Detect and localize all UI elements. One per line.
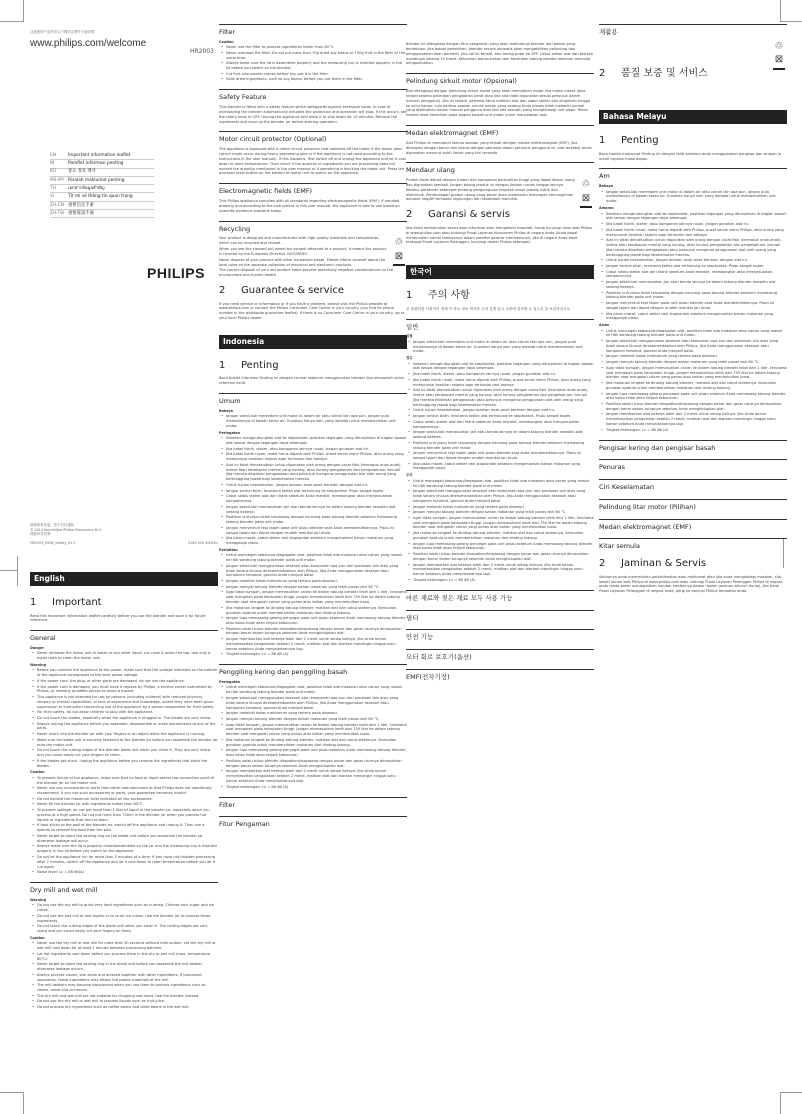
list-item: • Never use any accessories or parts from other manufacturers or that Philips does not specifically recommend. If you use such accessories or parts, your guarantee becomes invalid. — [32, 786, 218, 796]
section-heading: 1 Important — [30, 597, 102, 608]
bullet-list — [32, 903, 218, 934]
column-english-continued: Filter Caution • Never use the filter to process ingredients hotter than 80°C. • Never overload the filter. Do not put more than 70g dried soy beans or 150g fruit in the filter at the same time. • Always make sure the lid is assembled properly and the measuring cup is inserted properly in the lid before you switch on the blender. • Cut fruit into smaller pieces before you put it in the filter. • Soak dried ingredients, such as soy beans, before you put them in the filter. Safety Feature This blender is fitted with a safety feature which safeguards against excessive loads. In case of overloading the blender automatically actuates the protection and operation will stop. If this occurs, set the rotary knob to OFF. Unplug the appliance and allow it to cool down for 15 minutes. Remove the ingredients and clear up the blender jar before starting operation. Motor circuit protector (Optional) The appliance is equipped with a motor circuit protector that switches off the motor if the motor jams (which might occur during heavy processing jobs or if the appliance is not used according to the instructions in the user manual). If this happens, first switch off and unplug the appliance and let it cool down to room temperature. Then check if the quantity of ingredients you are processing does not exceed the quantity mentioned in the user manual or if something is blocking the blade unit. Press the overload reset button on the bottom of motor unit to switch on the appliance. Electromagnetic fields (EMF) This Philips appliance complies with all standards regarding electromagnetic fields (EMF). If handled properly and according to the instructions in this user manual, the appliance is safe to use based on scientific evidence available today. Recycling ♲ ⊠ Your product is designed and manufactured with high quality materials and components, which can be recycled and reused. When you see the crossed-out wheel bin symbol attached to a product, it means the product is covered by the European Directive 2002/96/EC. Never dispose of your product with other household waste. Please inform yourself about the local rules on the separate collection of electrical and electronic products. The correct disposal of your old product helps prevent potentially negative consequences on the environment and human health. 2 Guarantee & service If you need service or information or if you have a problem, please visit the Philips website at www.philips.com or contact the Philips Consumer Care Centre in your country (you find its phone number in the worldwide guarantee leaflet). If there is no Consumer Care Centre in your country, go to your local Philips dealer. Indonesia 1 Penting Baca buklet Informasi Penting ini dengan cermat sebelum menggunakan blender dan simpanlah untuk referensi nanti. Umum Bahaya • Jangan sekali-kali merendam unit motor di dalam air atau cairan lain apa pun, jangan pula membilasnya di bawah keran air. Gunakan hanya kain yang lembab untuk membersihkan unit motor. Peringatan • Sebelum menghubungkan alat ke stopkontak, pastikan tegangan yang ditunjukkan di bagian bawah alat sesuai dengan tegangan daya setempat. • Jika kabel listrik, steker, atau komponen lainnya rusak, jangan gunakan alat ini. • Jika kabel listrik rusak, maka harus diganti oleh Philips, pusat servis resmi Philips, atau orang yang mempunyai keahlian sejenis agar terhindar dari bahaya. • Alat ini tidak dimaksudkan untuk digunakan oleh orang dengan cacat fisik (termasuk anak-anak), indera atau kecakapan mental yang kurang, atau kurang pengalaman dan pengetahuan, kecuali jika mereka diberikan pengawasan atau petunjuk mengenai penggunaan alat oleh orang yang bertanggung jawab bagi keselamatan mereka. • Untuk tujuan keselamatan, jangan biarkan anak-anak bermain dengan alat ini. • Jangan sentuh bilah, terutama ketika alat terhubung ke stopkontak. Pisau sangat tajam. • Cabut selalu steker alat dari listrik sebelum Anda merakit, membongkar atau menyesuaikan komponennya. • Jangan sekali-kali memasukkan jari atau benda lainnya ke dalam tabung blender sewaktu alat sedang bekerja. • Pastikan unit pisau telah terpasang dengan kencang pada tabung blender sebelum memasang tabung blender pada unit motor. • Jangan menyentuh tepi tajam pada unit pisau blender saat Anda membersihkannya. Pisau ini sangat tajam dan dapat dengan mudah melukai jari Anda. • Jika pisau macet, cabut steker dari stopkontak sebelum mengeluarkan bahan makanan yang mengganjal pisau. Perhatian • Untuk mencegah kebocoran/kegagalan alat, pastikan tidak ada makanan atau cairan yang masuk ke titik sambung tabung blender pada unit motor. • Jangan sekali-kali menggunakan aksesori atau komponen apa pun dari produsen lain atau yang tidak secara khusus direkomendasikan oleh Philips. Jika Anda menggunakan aksesori atau komponen tersebut, garansi Anda menjadi batal. • Jangan melebihi batas maksimum yang tertera pada aksesori. • Jangan mengisi tabung blender dengan bahan makanan yang lebih panas dari 80 °C. • Agar tidak tumpah, jangan memasukkan cairan ke dalam tabung blender lebih dari 1 liter, terutama saat mengolah pada kecepatan tinggi. Jangan memasukkan lebih dari 750 liter ke dalam tabung blender saat mengolah cairan yang panas atau bahan yang menimbulkan busa. • Jika makanan lengket ke dinding tabung blender, matikan alat dan cabut stekernya. Kemudian gunakan spatula untuk membersihkan makanan dari dinding tabung. • Jangan lupa memasang gelang penyegel pada unit pisau sebelum Anda memasang tabung blender, atau kalau tidak akan terjadi kebocoran. • Pastikan selalu tutup blender dirapatkan/terpasang dengan benar dan gelas ukurnya dimasukkan dengan benar dalam tutupnya sebelum Anda menghidupkan alat. • Jangan membiarkan alat bekerja lebih dari 2 menit untuk setiap kalinya. Jika Anda belum menyelesaikan pengolahan setelah 2 menit, matikan alat dan biarkan mendingin hingga suhu kamar sebelum Anda menjalankannya lagi. • Tingkat kebisingan: Lc = 86 dB (A) Penggiling kering dan penggiling basah Peringatan • Untuk mencegah kebocoran/kegagalan alat, pastikan tidak ada makanan atau cairan yang masuk ke titik sambung tabung blender pada unit motor. • Jangan sekali-kali menggunakan aksesori atau komponen apa pun dari produsen lain atau yang tidak secara khusus direkomendasikan oleh Philips. Jika Anda menggunakan aksesori atau komponen tersebut, garansi Anda menjadi batal. • Jangan melebihi batas maksimum yang tertera pada aksesori. • Jangan mengisi tabung blender dengan bahan makanan yang lebih panas dari 80 °C. • Agar tidak tumpah, jangan memasukkan cairan ke dalam tabung blender lebih dari 1 liter, terutama saat mengolah pada kecepatan tinggi. Jangan memasukkan lebih dari 750 liter ke dalam tabung blender saat mengolah cairan yang panas atau bahan yang menimbulkan busa. • Jika makanan lengket ke dinding tabung blender, matikan alat dan cabut stekernya. Kemudian gunakan spatula untuk membersihkan makanan dari dinding tabung. • Jangan lupa memasang gelang penyegel pada unit pisau sebelum Anda memasang tabung blender, atau kalau tidak akan terjadi kebocoran. • Pastikan selalu tutup blender dirapatkan/terpasang dengan benar dan gelas ukurnya dimasukkan dengan benar dalam tutupnya sebelum Anda menghidupkan alat. • Jangan membiarkan alat bekerja lebih dari 2 menit untuk setiap kalinya. Jika Anda belum menyelesaikan pengolahan setelah 2 menit, matikan alat dan biarkan mendingin hingga suhu kamar sebelum Anda menjalankannya lagi. • Tingkat kebisingan: Lc = 86 dB (A) Filter Fitur Pengaman — [219, 0, 407, 832]
list-item: • Tingkat kebisingan: Lc = 86 dB (A) — [408, 578, 594, 583]
crop-mark — [8, 0, 24, 16]
list-item: • Do not let the appliance run for more than 2 minutes at a time. If you have not finished processing after 2 minutes, switch off the appliance and let it cool down to room temperature before you let it run again. — [32, 855, 218, 870]
section-heading: 1 주의 사항 — [406, 290, 470, 302]
crop-mark — [0, 570, 18, 571]
list-item: • Cabut selalu steker alat dari listrik sebelum Anda merakit, membongkar atau menyesuaikan komponennya. — [408, 420, 594, 430]
lang-row: TH เอกสารข้อมูลสำคัญ — [50, 185, 154, 193]
column-korean-malay: 재활용 ♲ ⊠ 2 품질 보증 및 서비스 Bahasa Melayu 1 Penting Baca risalah maklumat Penting ini dengan teliti sebelum anda menggunakan pengisar dan simpan ia untuk rujukan masa depan. Am Bahaya • Jangan sekali-kali merendam unit motor di dalam air atau cairan lain apa pun, jangan pula membilasnya di bawah keran air. Gunakan hanya kain yang lembab untuk membersihkan unit motor. Amaran • Sebelum menghubungkan alat ke stopkontak, pastikan tegangan yang ditunjukkan di bagian bawah alat sesuai dengan tegangan daya setempat. • Jika kabel listrik, steker, atau komponen lainnya rusak, jangan gunakan alat ini. • Jika kabel listrik rusak, maka harus diganti oleh Philips, pusat servis resmi Philips, atau orang yang mempunyai keahlian sejenis agar terhindar dari bahaya. • Alat ini tidak dimaksudkan untuk digunakan oleh orang dengan cacat fisik (termasuk anak-anak), indera atau kecakapan mental yang kurang, atau kurang pengalaman dan pengetahuan, kecuali jika mereka diberikan pengawasan atau petunjuk mengenai penggunaan alat oleh orang yang bertanggung jawab bagi keselamatan mereka. • Untuk tujuan keselamatan, jangan biarkan anak-anak bermain dengan alat ini. • Jangan sentuh bilah, terutama ketika alat terhubung ke stopkontak. Pisau sangat tajam. • Cabut selalu steker alat dari listrik sebelum Anda merakit, membongkar atau menyesuaikan komponennya. • Jangan sekali-kali memasukkan jari atau benda lainnya ke dalam tabung blender sewaktu alat sedang bekerja. • Pastikan unit pisau telah terpasang dengan kencang pada tabung blender sebelum memasang tabung blender pada unit motor. • Jangan menyentuh tepi tajam pada unit pisau blender saat Anda membersihkannya. Pisau ini sangat tajam dan dapat dengan mudah melukai jari Anda. • Jika pisau macet, cabut steker dari stopkontak sebelum mengeluarkan bahan makanan yang mengganjal pisau. Awas • Untuk mencegah kebocoran/kegagalan alat, pastikan tidak ada makanan atau cairan yang masuk ke titik sambung tabung blender pada unit motor. • Jangan sekali-kali menggunakan aksesori atau komponen apa pun dari produsen lain atau yang tidak secara khusus direkomendasikan oleh Philips. Jika Anda menggunakan aksesori atau komponen tersebut, garansi Anda menjadi batal. • Jangan melebihi batas maksimum yang tertera pada aksesori. • Jangan mengisi tabung blender dengan bahan makanan yang lebih panas dari 80 °C. • Agar tidak tumpah, jangan memasukkan cairan ke dalam tabung blender lebih dari 1 liter, terutama saat mengolah pada kecepatan tinggi. Jangan memasukkan lebih dari 750 liter ke dalam tabung blender saat mengolah cairan yang panas atau bahan yang menimbulkan busa. • Jika makanan lengket ke dinding tabung blender, matikan alat dan cabut stekernya. Kemudian gunakan spatula untuk membersihkan makanan dari dinding tabung. • Jangan lupa memasang gelang penyegel pada unit pisau sebelum Anda memasang tabung blender, atau kalau tidak akan terjadi kebocoran. • Pastikan selalu tutup blender dirapatkan/terpasang dengan benar dan gelas ukurnya dimasukkan dengan benar dalam tutupnya sebelum Anda menghidupkan alat. • Jangan membiarkan alat bekerja lebih dari 2 menit untuk setiap kalinya. Jika Anda belum menyelesaikan pengolahan setelah 2 menit, matikan alat dan biarkan mendingin hingga suhu kamar sebelum Anda menjalankannya lagi. • Tingkat kebisingan: Lc = 86 dB (A) Pengisar kering dan pengisar basah Penuras Ciri Keselamatan Pelindung litar motor (Pilihan) Medan elektromagnet (EMF) Kitar semula 2 Jaminan & Servis Sekiranya anda memerlukan perkhidmatan atau maklumat atau jika anda menghadapi masalah, sila lawati laman web Philips di www.philips.com atau hubungi Pusat Layanan Pelanggan Philips di negara anda (anda boleh mendapatkan nombor telefonnya dalam risalah jaminan seluruh dunia). Jika tiada Pusat Layanan Pelanggan di negara anda, pergi ke penjual Philips tempatan anda. — [599, 0, 787, 595]
lang-row: ZH-CN 重要信息手册 — [50, 202, 154, 210]
list-item: • Tingkat kebisingan: Lc = 86 dB (A) — [601, 428, 787, 433]
lang-row: IN Pamflet informasi penting — [50, 160, 154, 168]
list-item: • To prevent spillage, do not put more than 1 liter of liquid in the blender jar, especially when you process at a high speed. Do not put more than 750ml in the blender jar when you process hot liquids or ingredients that tend to foam. — [32, 808, 218, 823]
list-item: • Do not use the dry mill to grind very hard ingredients such as nutmeg, Chinese rock sugar and ice cubes. — [32, 903, 218, 913]
bullet-list — [32, 651, 218, 661]
language-bar: Indonesia — [219, 335, 407, 349]
list-item: • Alat ini tidak dimaksudkan untuk digunakan oleh orang dengan cacat fisik (termasuk anak-anak), indera atau kecakapan mental yang kurang, atau kurang pengalaman dan pengetahuan, kecuali jika mereka diberikan pengawasan atau petunjuk mengenai penggunaan alat oleh orang yang bertanggung jawab bagi keselamatan mereka. — [601, 238, 787, 257]
subsection-heading: Pengisar kering dan pengisar basah — [599, 440, 787, 453]
model-number: HR2003 — [190, 48, 214, 55]
list-item: • Jika makanan lengket ke dinding tabung blender, matikan alat dan cabut stekernya. Kemudian gunakan spatula untuk membersihkan makanan dari dinding tabung. — [221, 606, 407, 616]
list-item: • Jangan sekali-kali menggunakan aksesori atau komponen apa pun dari produsen lain atau yang tidak secara khusus direkomendasikan oleh Philips. Jika Anda menggunakan aksesori atau komponen tersebut, garansi Anda menjadi batal. — [408, 489, 594, 504]
list-item: • Jangan melebihi batas maksimum yang tertera pada aksesori. — [221, 711, 407, 716]
bullet-list — [32, 776, 218, 875]
subsection-heading: 재활용 — [599, 24, 787, 37]
list-item: • Jika makanan lengket ke dinding tabung blender, matikan alat dan cabut stekernya. Kemudian gunakan spatula untuk membersihkan makanan dari dinding tabung. — [601, 381, 787, 391]
section-heading: 1 Penting — [219, 359, 279, 371]
list-item: • Pastikan selalu tutup blender dirapatkan/terpasang dengan benar dan gelas ukurnya dimasukkan dengan benar dalam tutupnya sebelum Anda menghidupkan alat. — [601, 402, 787, 412]
list-item: • Jangan mengisi tabung blender dengan bahan makanan yang lebih panas dari 80 °C. — [221, 717, 407, 722]
bullet-list — [221, 436, 407, 546]
part-number: 3140 035 ###41 — [187, 540, 218, 545]
list-item: • Jangan membiarkan alat bekerja lebih dari 2 menit untuk setiap kalinya. Jika Anda belum menyelesaikan pengolahan setelah 2 menit, matikan alat dan biarkan mendingin hingga suhu kamar sebelum Anda menjalankannya lagi. — [221, 637, 407, 652]
crop-mark — [780, 1092, 802, 1114]
subsection-heading: Kitar semula — [599, 538, 787, 551]
recycle-icon: ♲ ⊠ — [391, 236, 407, 267]
subsection-heading: EMF(전자기장) — [406, 669, 594, 682]
subsection-heading: Recycling — [219, 221, 407, 234]
subsection-heading: 마른 재료와 젖은 재료 모두 사용 가능 — [406, 590, 594, 603]
language-bar: Bahasa Melayu — [599, 110, 787, 124]
bullet-list — [221, 553, 407, 657]
bullet-list — [601, 212, 787, 322]
bullet-list — [221, 685, 407, 789]
subsection-heading: Mendaur ulang — [406, 162, 594, 175]
list-item: • Jangan lupa memasang gelang penyegel pada unit pisau sebelum Anda memasang tabung blender, atau kalau tidak akan terjadi kebocoran. — [601, 392, 787, 402]
column-indonesia-korean: Blender ini dilengkapi dengan fitur pengaman yang akan melindungi blender dari beban yang berlebihan. Jika beban berlebihan, blender secara otomatis akan mengaktifkan pelindung dan pengoperasian akan berhenti. Jika hal ini terjadi, atur kenop putar ke OFF. Cabut steker alat dan biarkan mendingin selama 15 menit. Keluarkan bahan-bahan dan bersihkan tabung blender sebelum memulai pengoperasian. Pelindung sirkuit motor (Opsional) Alat dilengkapi dengan pelindung sirkuit motor yang akan mematikan motor jika motor macet (bisa terjadi selama pekerjaan pengolahan berat atau jika alat tidak digunakan sesuai petunjuk dalam manual pengguna). Jika ini terjadi, pertama-tama matikan alat dan cabut steker dan dinginkan hingga ke suhu kamar. Lalu periksa apakah jumlah bahan yang sedang Anda proses tidak melebihi jumlah yang disebutkan dalam manual pengguna atau jika ada sesuatu yang menghalangi unit pisau. Tekan tombol reset kelebihan pada bagian bawah unit motor untuk menyalakan alat. Medan elektromagnet (EMF) Alat Philips ini mematuhi semua standar yang terkait dengan medan elektromagnet (EMF). Jika ditangani dengan benar dan sesuai dengan petunjuk dalam petunjuk pengguna ini, alat tersebut aman digunakan menurut bukti ilmiah yang kini tersedia. Mendaur ulang ♲ ⊠ Produk Anda dibuat dengan materi dan komponen berkualitas tinggi yang dapat didaur ulang dan digunakan kembali. Jangan buang produk ini dengan limbah rumah tangga lainnya. Ketahui peraturan setempat tentang pengumpulan terpisah untuk produk listrik dan elektronik. Pembuangan produk usang yang benar akan membantu mencegah kemungkinan dampak negatif terhadap lingkungan dan kesehatan manusia. 2 Garansi & servis Jika Anda memerlukan servis atau informasi atau mengalami masalah, harap kunjungi situs web Philips di www.philips.com atau hubungi Pusat Layanan Konsumen Philips di negara Anda (Anda dapat menemukan nomor teleponnya dalam pamflet garansi internasional). Jika di negara Anda tidak terdapat Pusat Layanan Pelanggan, kunjungi dealer Philips setempat. 한국어 1 주의 사항 본 블렌더를 사용하기 전에 이 중요 정보 책자를 주의 깊게 읽고 나중에 참조할 수 있도록 잘 보관하십시오. 일반 위험 • Jangan sekali-kali merendam unit motor di dalam air atau cairan lain apa pun, jangan pula membilasnya di bawah keran air. Gunakan hanya kain yang lembab untuk membersihkan unit motor. 경고 • Sebelum menghubungkan alat ke stopkontak, pastikan tegangan yang ditunjukkan di bagian bawah alat sesuai dengan tegangan daya setempat. • Jika kabel listrik, steker, atau komponen lainnya rusak, jangan gunakan alat ini. • Jika kabel listrik rusak, maka harus diganti oleh Philips, pusat servis resmi Philips, atau orang yang mempunyai keahlian sejenis agar terhindar dari bahaya. • Alat ini tidak dimaksudkan untuk digunakan oleh orang dengan cacat fisik (termasuk anak-anak), indera atau kecakapan mental yang kurang, atau kurang pengalaman dan pengetahuan, kecuali jika mereka diberikan pengawasan atau petunjuk mengenai penggunaan alat oleh orang yang bertanggung jawab bagi keselamatan mereka. • Untuk tujuan keselamatan, jangan biarkan anak-anak bermain dengan alat ini. • Jangan sentuh bilah, terutama ketika alat terhubung ke stopkontak. Pisau sangat tajam. • Cabut selalu steker alat dari listrik sebelum Anda merakit, membongkar atau menyesuaikan komponennya. • Jangan sekali-kali memasukkan jari atau benda lainnya ke dalam tabung blender sewaktu alat sedang bekerja. • Pastikan unit pisau telah terpasang dengan kencang pada tabung blender sebelum memasang tabung blender pada unit motor. • Jangan menyentuh tepi tajam pada unit pisau blender saat Anda membersihkannya. Pisau ini sangat tajam dan dapat dengan mudah melukai jari Anda. • Jika pisau macet, cabut steker dari stopkontak sebelum mengeluarkan bahan makanan yang mengganjal pisau. 주의 • Untuk mencegah kebocoran/kegagalan alat, pastikan tidak ada makanan atau cairan yang masuk ke titik sambung tabung blender pada unit motor. • Jangan sekali-kali menggunakan aksesori atau komponen apa pun dari produsen lain atau yang tidak secara khusus direkomendasikan oleh Philips. Jika Anda menggunakan aksesori atau komponen tersebut, garansi Anda menjadi batal. • Jangan melebihi batas maksimum yang tertera pada aksesori. • Jangan mengisi tabung blender dengan bahan makanan yang lebih panas dari 80 °C. • Agar tidak tumpah, jangan memasukkan cairan ke dalam tabung blender lebih dari 1 liter, terutama saat mengolah pada kecepatan tinggi. Jangan memasukkan lebih dari 750 liter ke dalam tabung blender saat mengolah cairan yang panas atau bahan yang menimbulkan busa. • Jika makanan lengket ke dinding tabung blender, matikan alat dan cabut stekernya. Kemudian gunakan spatula untuk membersihkan makanan dari dinding tabung. • Jangan lupa memasang gelang penyegel pada unit pisau sebelum Anda memasang tabung blender, atau kalau tidak akan terjadi kebocoran. • Pastikan selalu tutup blender dirapatkan/terpasang dengan benar dan gelas ukurnya dimasukkan dengan benar dalam tutupnya sebelum Anda menghidupkan alat. • Jangan membiarkan alat bekerja lebih dari 2 menit untuk setiap kalinya. Jika Anda belum menyelesaikan pengolahan setelah 2 menit, matikan alat dan biarkan mendingin hingga suhu kamar sebelum Anda menjalankannya lagi. • Tingkat kebisingan: Lc = 86 dB (A) 마른 재료와 젖은 재료 모두 사용 가능 필터 안전 기능 모터 회로 보호기(옵션) EMF(전자기장) — [406, 0, 594, 685]
list-item: • Untuk tujuan keselamatan, jangan biarkan anak-anak bermain dengan alat ini. — [221, 483, 407, 488]
list-item: • Sebelum menghubungkan alat ke stopkontak, pastikan tegangan yang ditunjukkan di bagian bawah alat sesuai dengan tegangan daya setempat. — [601, 212, 787, 222]
list-item: • Agar tidak tumpah, jangan memasukkan cairan ke dalam tabung blender lebih dari 1 liter, terutama saat mengolah pada kecepatan tinggi. Jangan memasukkan lebih dari 750 liter ke dalam tabung blender saat mengolah cairan yang panas atau bahan yang menimbulkan busa. — [601, 366, 787, 381]
list-item: • Agar tidak tumpah, jangan memasukkan cairan ke dalam tabung blender lebih dari 1 liter, terutama saat mengolah pada kecepatan tinggi. Jangan memasukkan lebih dari 750 liter ke dalam tabung blender saat mengolah cairan yang panas atau bahan yang menimbulkan busa. — [221, 723, 407, 738]
document-code: HR2003_ROW_Safety_V1.0 — [30, 540, 76, 545]
list-item: • Jangan menyentuh tepi tajam pada unit pisau blender saat Anda membersihkannya. Pisau ini sangat tajam dan dapat dengan mudah melukai jari Anda. — [221, 526, 407, 536]
bullet-list — [221, 45, 407, 82]
list-item: • Pastikan unit pisau telah terpasang dengan kencang pada tabung blender sebelum memasang tabung blender pada unit motor. — [221, 515, 407, 525]
list-item: • Do not touch the cutting edges of the blade unit when you clean it. The cutting edges are very sharp and you could easily cut your fingers on them. — [32, 924, 218, 934]
list-item: • Jangan melebihi batas maksimum yang tertera pada aksesori. — [601, 354, 787, 359]
bullet-list — [408, 340, 594, 355]
list-item: • Do not touch the blades, especially when the appliance is plugged in. The blades are very sharp. — [32, 716, 218, 721]
language-bar: 한국어 — [406, 265, 594, 279]
subsection-heading: Penggiling kering dan penggiling basah — [219, 664, 407, 677]
crop-mark — [0, 1092, 24, 1114]
subsection-heading: Medan elektromagnet (EMF) — [599, 519, 787, 532]
bullet-list — [32, 941, 218, 1010]
subsection-heading: Medan elektromagnet (EMF) — [406, 125, 594, 138]
list-item: • Sebelum menghubungkan alat ke stopkontak, pastikan tegangan yang ditunjukkan di bagian bawah alat sesuai dengan tegangan daya setempat. — [408, 362, 594, 372]
list-item: • Jangan menyentuh tepi tajam pada unit pisau blender saat Anda membersihkannya. Pisau ini sangat tajam dan dapat dengan mudah melukai jari Anda. — [408, 451, 594, 461]
list-item: • Make sure the blade unit is securely fastened to the blender jar before you assemble the blender jar onto the motor unit. — [32, 738, 218, 748]
column-english — [30, 0, 218, 1009]
subsection-heading: Am — [599, 168, 787, 181]
list-item: • Always make sure the lid is properly closed/assembled on the jar and the measuring cup is inserted properly in the lid before you switch on the appliance. — [32, 844, 218, 854]
list-item: • Jangan lupa memasang gelang penyegel pada unit pisau sebelum Anda memasang tabung blender, atau kalau tidak akan terjadi kebocoran. — [221, 616, 407, 626]
list-item: • Jangan sentuh bilah, terutama ketika alat terhubung ke stopkontak. Pisau sangat tajam. — [221, 489, 407, 494]
subsection-heading: Filter — [219, 24, 407, 37]
list-item: • Do not use the dry mill or wet mill to process liquids such as fruit juice. — [32, 999, 218, 1004]
list-item: • Jangan sentuh bilah, terutama ketika alat terhubung ke stopkontak. Pisau sangat tajam. — [408, 414, 594, 419]
subsection-heading: Pelindung litar motor (Pilihan) — [599, 499, 787, 512]
subsection-heading: 일반 — [406, 319, 594, 332]
list-item: • Jangan sekali-kali menggunakan aksesori atau komponen apa pun dari produsen lain atau yang tidak secara khusus direkomendasikan oleh Philips. Jika Anda menggunakan aksesori atau komponen tersebut, garansi Anda menjadi batal. — [601, 339, 787, 354]
list-item: • Tingkat kebisingan: Lc = 86 dB (A) — [221, 785, 407, 790]
list-item: • Pastikan selalu tutup blender dirapatkan/terpasang dengan benar dan gelas ukurnya dimasukkan dengan benar dalam tutupnya sebelum Anda menghidupkan alat. — [221, 627, 407, 637]
list-item: • Jika makanan lengket ke dinding tabung blender, matikan alat dan cabut stekernya. Kemudian gunakan spatula untuk membersihkan makanan dari dinding tabung. — [408, 531, 594, 541]
subsection-heading: Penuras — [599, 459, 787, 472]
list-item: • Jangan membiarkan alat bekerja lebih dari 2 menit untuk setiap kalinya. Jika Anda belum menyelesaikan pengolahan setelah 2 menit, matikan alat dan biarkan mendingin hingga suhu kamar sebelum Anda menjalankannya lagi. — [221, 769, 407, 784]
subsection-heading: Safety Feature — [219, 89, 407, 102]
list-item: • Never use the dry mill or wet mill for more than 30 seconds without interruption. Let the dry mill or wet mill cool down for at least 1 minute between processing batches. — [32, 941, 218, 951]
subsection-heading: Pelindung sirkuit motor (Opsional) — [406, 73, 594, 86]
bullet-list — [221, 414, 407, 429]
list-item: • Jangan sekali-kali merendam unit motor di dalam air atau cairan lain apa pun, jangan pula membilasnya di bawah keran air. Gunakan hanya kain yang lembab untuk membersihkan unit motor. — [408, 340, 594, 355]
list-item: • Never use the filter to process ingredients hotter than 80°C. — [221, 45, 407, 50]
list-item: • Alat ini tidak dimaksudkan untuk digunakan oleh orang dengan cacat fisik (termasuk anak-anak), indera atau kecakapan mental yang kurang, atau kurang pengalaman dan pengetahuan, kecuali jika mereka diberikan pengawasan atau petunjuk mengenai penggunaan alat oleh orang yang bertanggung jawab bagi keselamatan mereka. — [408, 388, 594, 407]
list-item: • Jangan melebihi batas maksimum yang tertera pada aksesori. — [221, 579, 407, 584]
list-item: • Jangan melebihi batas maksimum yang tertera pada aksesori. — [408, 505, 594, 510]
list-item: • This appliance is not intended for use by persons (including children) with reduced physical, sensory or mental capabilities, or lack of experience and knowledge, unless they have been given supervision or instruction concerning use of the appliance by a person responsible for their safety. — [32, 695, 218, 710]
list-item: • Jika kabel listrik rusak, maka harus diganti oleh Philips, pusat servis resmi Philips, atau orang yang mempunyai keahlian sejenis agar terhindar dari bahaya. — [601, 228, 787, 238]
list-item: • Cut fruit into smaller pieces before you put it in the filter. — [221, 72, 407, 77]
list-item: • Jika pisau macet, cabut steker dari stopkontak sebelum mengeluarkan bahan makanan yang mengganjal pisau. — [221, 536, 407, 546]
list-item: • Do not process dry ingredients such as coffee beans and dried beans in the wet mill. — [32, 1005, 218, 1010]
list-item: • Soak dried ingredients, such as soy beans, before you put them in the filter. — [221, 77, 407, 82]
subsection-heading: General — [30, 630, 218, 643]
list-item: • Jangan mengisi tabung blender dengan bahan makanan yang lebih panas dari 80 °C. — [408, 510, 594, 515]
list-item: • Before you connect the appliance to the power, make sure that the voltage indicated on the bottom of the appliance corresponds to the local power voltage. — [32, 668, 218, 678]
recycle-icon: ♲ ⊠ — [771, 40, 787, 71]
list-item: • Untuk mencegah kebocoran/kegagalan alat, pastikan tidak ada makanan atau cairan yang masuk ke titik sambung tabung blender pada unit motor. — [221, 685, 407, 695]
subsection-heading: Filter — [219, 797, 407, 810]
list-item: • Never forget to place the sealing ring in the blade unit before you assemble the mill beaker, otherwise leakage occurs. — [32, 962, 218, 972]
list-item: • Agar tidak tumpah, jangan memasukkan cairan ke dalam tabung blender lebih dari 1 liter, terutama saat mengolah pada kecepatan tinggi. Jangan memasukkan lebih dari 750 liter ke dalam tabung blender saat mengolah cairan yang panas atau bahan yang menimbulkan busa. — [221, 590, 407, 605]
subsection-heading: 안전 기능 — [406, 629, 594, 642]
list-item: • Jangan membiarkan alat bekerja lebih dari 2 menit untuk setiap kalinya. Jika Anda belum menyelesaikan pengolahan setelah 2 menit, matikan alat dan biarkan mendingin hingga suhu kamar sebelum Anda menjalankannya lagi. — [601, 412, 787, 427]
lang-row: EN Important information leaflet — [50, 152, 154, 160]
subsection-heading: Dry mill and wet mill — [30, 882, 218, 895]
list-item: • Jangan sekali-kali memasukkan jari atau benda lainnya ke dalam tabung blender sewaktu alat sedang bekerja. — [408, 430, 594, 440]
list-item: • Jika kabel listrik, steker, atau komponen lainnya rusak, jangan gunakan alat ini. — [601, 222, 787, 227]
list-item: • Jika kabel listrik rusak, maka harus diganti oleh Philips, pusat servis resmi Philips, atau orang yang mempunyai keahlian sejenis agar terhindar dari bahaya. — [408, 378, 594, 388]
list-item: • For their safety, do not allow children to play with the appliance. — [32, 710, 218, 715]
list-item: • Untuk mencegah kebocoran/kegagalan alat, pastikan tidak ada makanan atau cairan yang masuk ke titik sambung tabung blender pada unit motor. — [601, 329, 787, 339]
list-item: • Untuk mencegah kebocoran/kegagalan alat, pastikan tidak ada makanan atau cairan yang masuk ke titik sambung tabung blender pada unit motor. — [408, 479, 594, 489]
section-heading: 2 품질 보증 및 서비스 — [599, 67, 708, 79]
website-url[interactable]: www.philips.com/welcome — [30, 37, 147, 49]
section-heading: 2 Jaminan & Servis — [599, 558, 707, 570]
lang-row: VI Tờ rơi về thông tin quan trọng — [50, 193, 154, 201]
list-item: • Jangan lupa memasang gelang penyegel pada unit pisau sebelum Anda memasang tabung blender, atau kalau tidak akan terjadi kebocoran. — [221, 748, 407, 758]
crop-mark — [0, 556, 18, 586]
subsection-heading: Electromagnetic fields (EMF) — [219, 183, 407, 196]
list-item: • Jangan sekali-kali menggunakan aksesori atau komponen apa pun dari produsen lain atau yang tidak secara khusus direkomendasikan oleh Philips. Jika Anda menggunakan aksesori atau komponen tersebut, garansi Anda menjadi batal. — [221, 696, 407, 711]
list-item: • Do not exceed the maximum level indicated on the accessories. — [32, 797, 218, 802]
list-item: • Always unplug the appliance before you assemble, disassemble or make adjustments to any of the parts. — [32, 722, 218, 732]
lang-row: MS-MY Risalah maklumat penting — [50, 177, 154, 185]
list-item: • Alat ini tidak dimaksudkan untuk digunakan oleh orang dengan cacat fisik (termasuk anak-anak), indera atau kecakapan mental yang kurang, atau kurang pengalaman dan pengetahuan, kecuali jika mereka diberikan pengawasan atau petunjuk mengenai penggunaan alat oleh orang yang bertanggung jawab bagi keselamatan mereka. — [221, 463, 407, 482]
list-item: • Jika pisau macet, cabut steker dari stopkontak sebelum mengeluarkan bahan makanan yang mengganjal pisau. — [408, 462, 594, 472]
list-item: • Do not touch the cutting edges of the blender blade unit when you clean it. They are very sharp and you could easily cut your fingers on them. — [32, 748, 218, 758]
list-item: • Untuk tujuan keselamatan, jangan biarkan anak-anak bermain dengan alat ini. — [601, 258, 787, 263]
list-item: • To prevent failure of the appliance, make sure that no food or liquid enters the connection point of the blender jar on the motor unit. — [32, 776, 218, 786]
language-bar: English — [30, 572, 218, 586]
list-item: • Jangan sekali-kali merendam unit motor di dalam air atau cairan lain apa pun, jangan pula membilasnya di bawah keran air. Gunakan hanya kain yang lembab untuk membersihkan unit motor. — [601, 190, 787, 205]
list-item: • If food sticks to the wall of the blender jar, switch off the appliance and unplug it. Then use a spatula to remove the food from the wall. — [32, 823, 218, 833]
list-item: • Jangan menyentuh tepi tajam pada unit pisau blender saat Anda membersihkannya. Pisau ini sangat tajam dan dapat dengan mudah melukai jari Anda. — [601, 301, 787, 311]
english-section: English 1 Important Read this Important information leaflet carefully before you use the blender and save it for future reference. General Danger • Never immerse the motor unit in water or any other liquid, nor rinse it under the tap. Use only a moist cloth to clean the motor unit. Warning • Before you connect the appliance to the power, make sure that the voltage indicated on the bottom of the appliance corresponds to the local power voltage. • If the power cord, the plug, or other parts are damaged, do not use the appliance. • If the power cord is damaged, you must have it replace by Philips, a service center authorized by Philips, or similarly qualified person to avoid a hazard. • This appliance is not intended for use by persons (including children) with reduced physical, sensory or mental capabilities, or lack of experience and knowledge, unless they have been given supervision or instruction concerning use of the appliance by a person responsible for their safety. • For their safety, do not allow children to play with the appliance. • Do not touch the blades, especially when the appliance is plugged in. The blades are very sharp. • Always unplug the appliance before you assemble, disassemble or make adjustments to any of the parts. • Never reach into the blender jar with your fingers or an object while the appliance is running. • Make sure the blade unit is securely fastened to the blender jar before you assemble the blender jar onto the motor unit. • Do not touch the cutting edges of the blender blade unit when you clean it. They are very sharp and you could easily cut your fingers on them. • If the blades get stuck, unplug the appliance before you remove the ingredients that block the blades. Caution • To prevent failure of the appliance, make sure that no food or liquid enters the connection point of the blender jar on the motor unit. • Never use any accessories or parts from other manufacturers or that Philips does not specifically recommend. If you use such accessories or parts, your guarantee becomes invalid. • Do not exceed the maximum level indicated on the accessories. • Never fill the blender jar with ingredients hotter than 80°C. • To prevent spillage, do not put more than 1 liter of liquid in the blender jar, especially when you process at a high speed. Do not put more than 750ml in the blender jar when you process hot liquids or ingredients that tend to foam. • If food sticks to the wall of the blender jar, switch off the appliance and unplug it. Then use a spatula to remove the food from the wall. • Never forget to place the sealing ring on the blade unit before you assemble the blender jar, otherwise leakage will occur. • Always make sure the lid is properly closed/assembled on the jar and the measuring cup is inserted properly in the lid before you switch on the appliance. • Do not let the appliance run for more than 2 minutes at a time. If you have not finished processing after 2 minutes, switch off the appliance and let it cool down to room temperature before you let it run again. • Noise level: Lc = 86 dB(A) Dry mill and wet mill Warning • Do not use the dry mill to grind very hard ingredients such as nutmeg, Chinese rock sugar and ice cubes. • Do not use the wet mill to mix liquids or to crush ice cubes. Use the blender jar to process these ingredients. • Do not touch the cutting edges of the blade unit when you clean it. The cutting edges are very sharp and you could easily cut your fingers on them. Caution • Never use the dry mill or wet mill for more than 30 seconds without interruption. Let the dry mill or wet mill cool down for at least 1 minute between processing batches. • Let hot ingredients cool down before you process them in the dry or wet mill (max. temperature 80°C). • Never forget to place the sealing ring in the blade unit before you assemble the mill beaker, otherwise leakage occurs. • Always process cloves, star anise and aniseed together with other ingredients. If processed separately, these ingredients may attack the plastic materials of the mill. • The mill beakers may become discoloured when you use them to process ingredients such as cloves, anise and cinnamon. • The dry mill and wet mill are not suitable for chopping raw meat. Use the blender instead. • Do not use the dry mill or wet mill to process liquids such as fruit juice. • Do not process dry ingredients such as coffee beans and dried beans in the wet mill. — [30, 564, 218, 1011]
list-item: • Jangan lupa memasang gelang penyegel pada unit pisau sebelum Anda memasang tabung blender, atau kalau tidak akan terjadi kebocoran. — [408, 542, 594, 552]
list-item: • Jangan sekali-kali memasukkan jari atau benda lainnya ke dalam tabung blender sewaktu alat sedang bekerja. — [601, 280, 787, 290]
language-table — [50, 152, 154, 218]
header-small-text: 注意您的产品并在以下网站注册并下载详情 — [30, 30, 95, 34]
section-heading: 2 Guarantee & service — [219, 285, 344, 297]
list-item: • Jangan mengisi tabung blender dengan bahan makanan yang lebih panas dari 80 °C. — [221, 585, 407, 590]
list-item: • If the power cord, the plug, or other parts are damaged, do not use the appliance. — [32, 679, 218, 684]
list-item: • Jangan sekali-kali merendam unit motor di dalam air atau cairan lain apa pun, jangan pula membilasnya di bawah keran air. Gunakan hanya kain yang lembab untuk membersihkan unit motor. — [221, 414, 407, 429]
list-item: • Jika kabel listrik, steker, atau komponen lainnya rusak, jangan gunakan alat ini. — [408, 372, 594, 377]
subsection-heading: Umum — [219, 393, 407, 406]
footer-info: 规格如有变更，恕不另行通知 © 2013 Koninklijke Philips Electronics N.V. 保留所有权利 HR2003_ROW_Safety_V1.0 3140 035 ###41 — [30, 523, 218, 545]
lang-row: KO 중요 정보 책자 — [50, 169, 154, 177]
list-item: • Never fill the blender jar with ingredients hotter than 80°C. — [32, 802, 218, 807]
list-item: • Jika makanan lengket ke dinding tabung blender, matikan alat dan cabut stekernya. Kemudian gunakan spatula untuk membersihkan makanan dari dinding tabung. — [221, 738, 407, 748]
recycle-icon: ♲ ⊠ — [578, 178, 594, 209]
list-item: • Jangan sentuh bilah, terutama ketika alat terhubung ke stopkontak. Pisau sangat tajam. — [601, 264, 787, 269]
list-item: • Jika pisau macet, cabut steker dari stopkontak sebelum mengeluarkan bahan makanan yang mengganjal pisau. — [601, 312, 787, 322]
list-item: • Cabut selalu steker alat dari listrik sebelum Anda merakit, membongkar atau menyesuaikan komponennya. — [221, 494, 407, 504]
list-item: • Jika kabel listrik rusak, maka harus diganti oleh Philips, pusat servis resmi Philips, atau orang yang mempunyai keahlian sejenis agar terhindar dari bahaya. — [221, 452, 407, 462]
subsection-heading: 모터 회로 보호기(옵션) — [406, 649, 594, 662]
philips-logo: PHILIPS — [147, 265, 205, 281]
list-item: • Untuk tujuan keselamatan, jangan biarkan anak-anak bermain dengan alat ini. — [408, 408, 594, 413]
bullet-list — [601, 190, 787, 205]
list-item: • Always process cloves, star anise and aniseed together with other ingredients. If processed separately, these ingredients may attack the plastic materials of the mill. — [32, 973, 218, 983]
bullet-list — [601, 329, 787, 433]
list-item: • Jangan membiarkan alat bekerja lebih dari 2 menit untuk setiap kalinya. Jika Anda belum menyelesaikan pengolahan setelah 2 menit, matikan alat dan biarkan mendingin hingga suhu kamar sebelum Anda menjalankannya lagi. — [408, 563, 594, 578]
list-item: • The mill beakers may become discoloured when you use them to process ingredients such as cloves, anise and cinnamon. — [32, 983, 218, 993]
list-item: • Jangan mengisi tabung blender dengan bahan makanan yang lebih panas dari 80 °C. — [601, 360, 787, 365]
subsection-heading: 필터 — [406, 610, 594, 623]
bullet-list — [408, 362, 594, 472]
list-item: • Pastikan unit pisau telah terpasang dengan kencang pada tabung blender sebelum memasang tabung blender pada unit motor. — [408, 441, 594, 451]
lang-row: ZH-TW 重要資訊手冊 — [50, 210, 154, 218]
subsection-heading: Fitur Pengaman — [219, 816, 407, 829]
list-item: • Noise level: Lc = 86 dB(A) — [32, 870, 218, 875]
section-heading: 1 Penting — [599, 135, 659, 147]
list-item: • Let hot ingredients cool down before you process them in the dry or wet mill (max. temperature 80°C). — [32, 952, 218, 962]
list-item: • Jangan sekali-kali menggunakan aksesori atau komponen apa pun dari produsen lain atau yang tidak secara khusus direkomendasikan oleh Philips. Jika Anda menggunakan aksesori atau komponen tersebut, garansi Anda menjadi batal. — [221, 564, 407, 579]
list-item: • Never overload the filter. Do not put more than 70g dried soy beans or 150g fruit in the filter at the same time. — [221, 51, 407, 61]
list-item: • Jika kabel listrik, steker, atau komponen lainnya rusak, jangan gunakan alat ini. — [221, 447, 407, 452]
list-item: • If the power cord is damaged, you must have it replace by Philips, a service center authorized by Philips, or similarly qualified person to avoid a hazard. — [32, 685, 218, 695]
list-item: • Untuk mencegah kebocoran/kegagalan alat, pastikan tidak ada makanan atau cairan yang masuk ke titik sambung tabung blender pada unit motor. — [221, 553, 407, 563]
list-item: • Cabut selalu steker alat dari listrik sebelum Anda merakit, membongkar atau menyesuaikan komponennya. — [601, 270, 787, 280]
subsection-heading: Ciri Keselamatan — [599, 479, 787, 492]
list-item: • Jangan sekali-kali memasukkan jari atau benda lainnya ke dalam tabung blender sewaktu alat sedang bekerja. — [221, 505, 407, 515]
list-item: • Do not use the wet mill to mix liquids or to crush ice cubes. Use the blender jar to process these ingredients. — [32, 914, 218, 924]
subsection-heading: Motor circuit protector (Optional) — [219, 131, 407, 144]
list-item: • Pastikan unit pisau telah terpasang dengan kencang pada tabung blender sebelum memasang tabung blender pada unit motor. — [601, 291, 787, 301]
list-item: • Sebelum menghubungkan alat ke stopkontak, pastikan tegangan yang ditunjukkan di bagian bawah alat sesuai dengan tegangan daya setempat. — [221, 436, 407, 446]
list-item: • Never reach into the blender jar with your fingers or an object while the appliance is running. — [32, 732, 218, 737]
list-item: • Tingkat kebisingan: Lc = 86 dB (A) — [221, 652, 407, 657]
section-heading: 2 Garansi & servis — [406, 209, 510, 221]
list-item: • Agar tidak tumpah, jangan memasukkan cairan ke dalam tabung blender lebih dari 1 liter, terutama saat mengolah pada kecepatan tinggi. Jangan memasukkan lebih dari 750 liter ke dalam tabung blender saat mengolah cairan yang panas atau bahan yang menimbulkan busa. — [408, 516, 594, 531]
list-item: • Pastikan selalu tutup blender dirapatkan/terpasang dengan benar dan gelas ukurnya dimasukkan dengan benar dalam tutupnya sebelum Anda menghidupkan alat. — [408, 552, 594, 562]
list-item: • If the blades get stuck, unplug the appliance before you remove the ingredients that block the blades. — [32, 759, 218, 769]
bullet-list — [408, 479, 594, 583]
list-item: • The dry mill and wet mill are not suitable for chopping raw meat. Use the blender instead. — [32, 994, 218, 999]
bullet-list — [32, 668, 218, 768]
list-item: • Pastikan selalu tutup blender dirapatkan/terpasang dengan benar dan gelas ukurnya dimasukkan dengan benar dalam tutupnya sebelum Anda menghidupkan alat. — [221, 759, 407, 769]
list-item: • Always make sure the lid is assembled properly and the measuring cup is inserted properly in the lid before you switch on the blender. — [221, 61, 407, 71]
list-item: • Never immerse the motor unit in water or any other liquid, nor rinse it under the tap. Use only a moist cloth to clean the motor unit. — [32, 651, 218, 661]
list-item: • Never forget to place the sealing ring on the blade unit before you assemble the blender jar, otherwise leakage will occur. — [32, 834, 218, 844]
